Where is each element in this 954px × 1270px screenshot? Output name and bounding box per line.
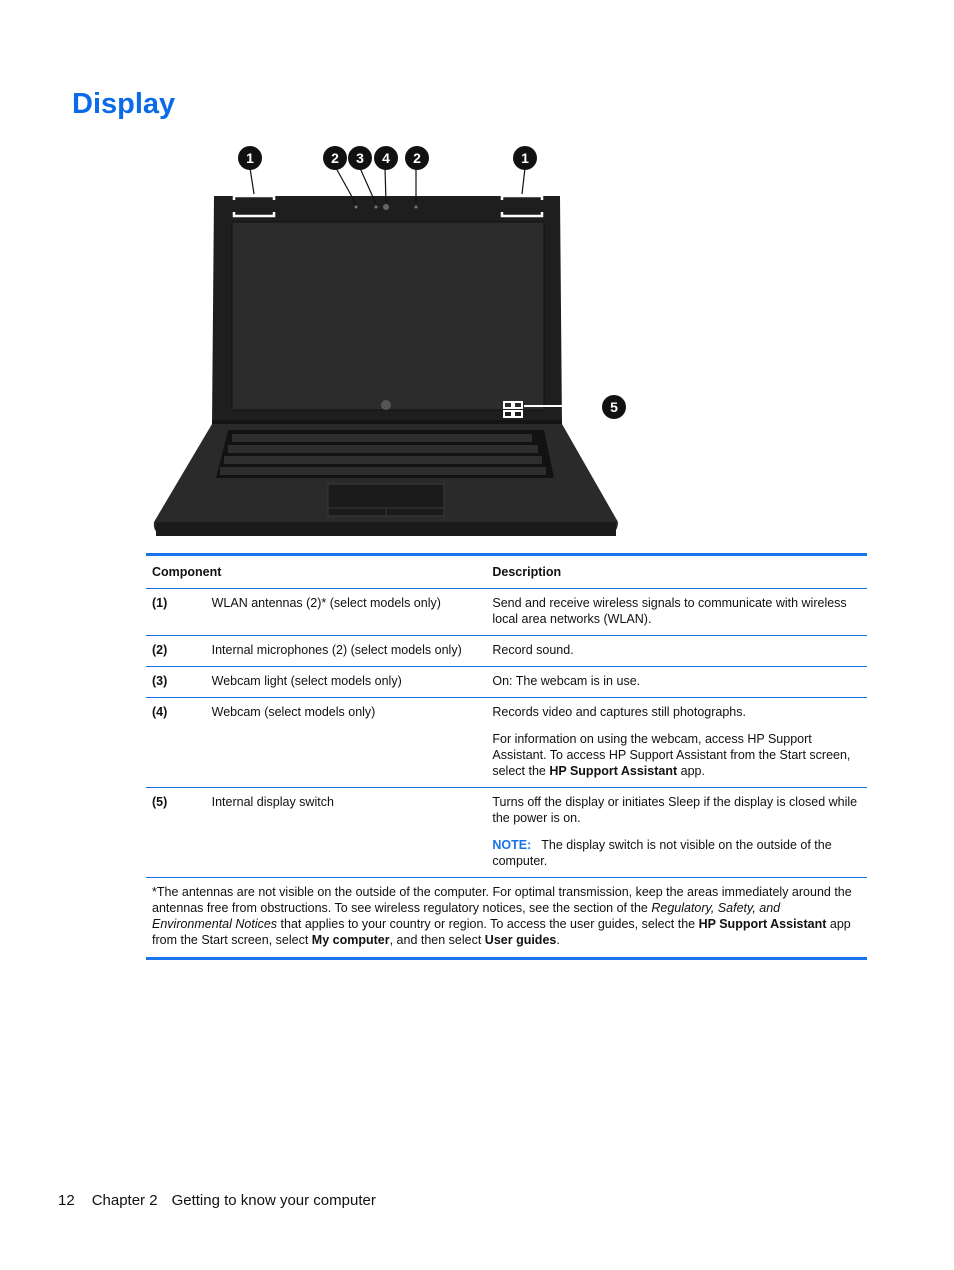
- callout-1-right: [513, 146, 537, 170]
- chapter-label: Chapter 2: [91, 1192, 158, 1209]
- svg-text:1: 1: [521, 150, 529, 166]
- description-text: Record sound.: [492, 643, 574, 657]
- hp-logo: [381, 400, 391, 410]
- row-number: (1): [152, 596, 168, 610]
- table-row: [146, 636, 867, 667]
- table-row: [146, 788, 867, 878]
- display-screen: [232, 222, 544, 410]
- page-title: Display: [72, 88, 176, 120]
- row-description: [486, 698, 867, 788]
- svg-text:4: 4: [382, 150, 390, 166]
- description-text: On: The webcam is in use.: [492, 674, 641, 688]
- row-component: Webcam light (select models only): [211, 674, 402, 688]
- callout-2-right: [405, 146, 429, 170]
- row-description: [486, 788, 867, 878]
- table-footnote-row: [146, 878, 867, 959]
- callout-1-left: [238, 146, 262, 170]
- row-number: (4): [152, 705, 168, 719]
- row-description: [486, 667, 867, 698]
- row-component: Internal display switch: [211, 795, 334, 809]
- table-row: [146, 667, 867, 698]
- row-description: [486, 589, 867, 636]
- note: NOTE: The display switch is not visible on the outside of the computer.: [492, 838, 832, 868]
- description-text: Turns off the display or initiates Sleep if the display is closed while the power is on.: [492, 795, 858, 825]
- row-number: (5): [152, 795, 168, 809]
- row-component: Internal microphones (2) (select models only): [211, 643, 462, 657]
- description-text: Send and receive wireless signals to communicate with wireless local area networks (WLAN).: [492, 596, 847, 626]
- header-description: Description: [492, 565, 562, 579]
- callout-3: [348, 146, 372, 170]
- row-component: WLAN antennas (2)* (select models only): [211, 596, 441, 610]
- svg-text:3: 3: [356, 150, 364, 166]
- row-number: (2): [152, 643, 168, 657]
- table-footnote: *The antennas are not visible on the outside of the computer. For optimal transmission, keep the areas immediately around the antennas free from obstructions. To see wireless regulatory notices, see the section of the Regulatory, Safety, and Environmental Notices that applies to your country or region. To access the user guides, select the HP Support Assistant app from the Start screen, select My computer, and then select User guides.: [152, 885, 852, 947]
- svg-text:1: 1: [246, 150, 254, 166]
- page-footer: [58, 1192, 376, 1209]
- note-label: NOTE:: [492, 838, 532, 852]
- webcam-lens: [383, 204, 389, 210]
- row-component: Webcam (select models only): [211, 705, 376, 719]
- svg-text:2: 2: [413, 150, 421, 166]
- callout-2-left: [323, 146, 347, 170]
- row-number: (3): [152, 674, 168, 688]
- table-header-row: [146, 555, 867, 589]
- description-text: Records video and captures still photographs.: [492, 705, 746, 719]
- description-text: For information on using the webcam, access HP Support Assistant. To access HP Support Assistant from the Start screen, select the HP Support Assistant app.: [492, 732, 851, 778]
- header-component: Component: [152, 565, 222, 579]
- table-row: [146, 589, 867, 636]
- chapter-title: Getting to know your computer: [171, 1192, 376, 1209]
- laptop-display-figure: [140, 138, 640, 548]
- svg-text:5: 5: [610, 399, 618, 415]
- svg-text:2: 2: [331, 150, 339, 166]
- row-description: [486, 636, 867, 667]
- page-number: 12: [58, 1192, 75, 1209]
- callout-5: [602, 395, 626, 419]
- laptop-illustration: [140, 138, 640, 548]
- component-table: [146, 553, 867, 960]
- callout-4: [374, 146, 398, 170]
- table-row: [146, 698, 867, 788]
